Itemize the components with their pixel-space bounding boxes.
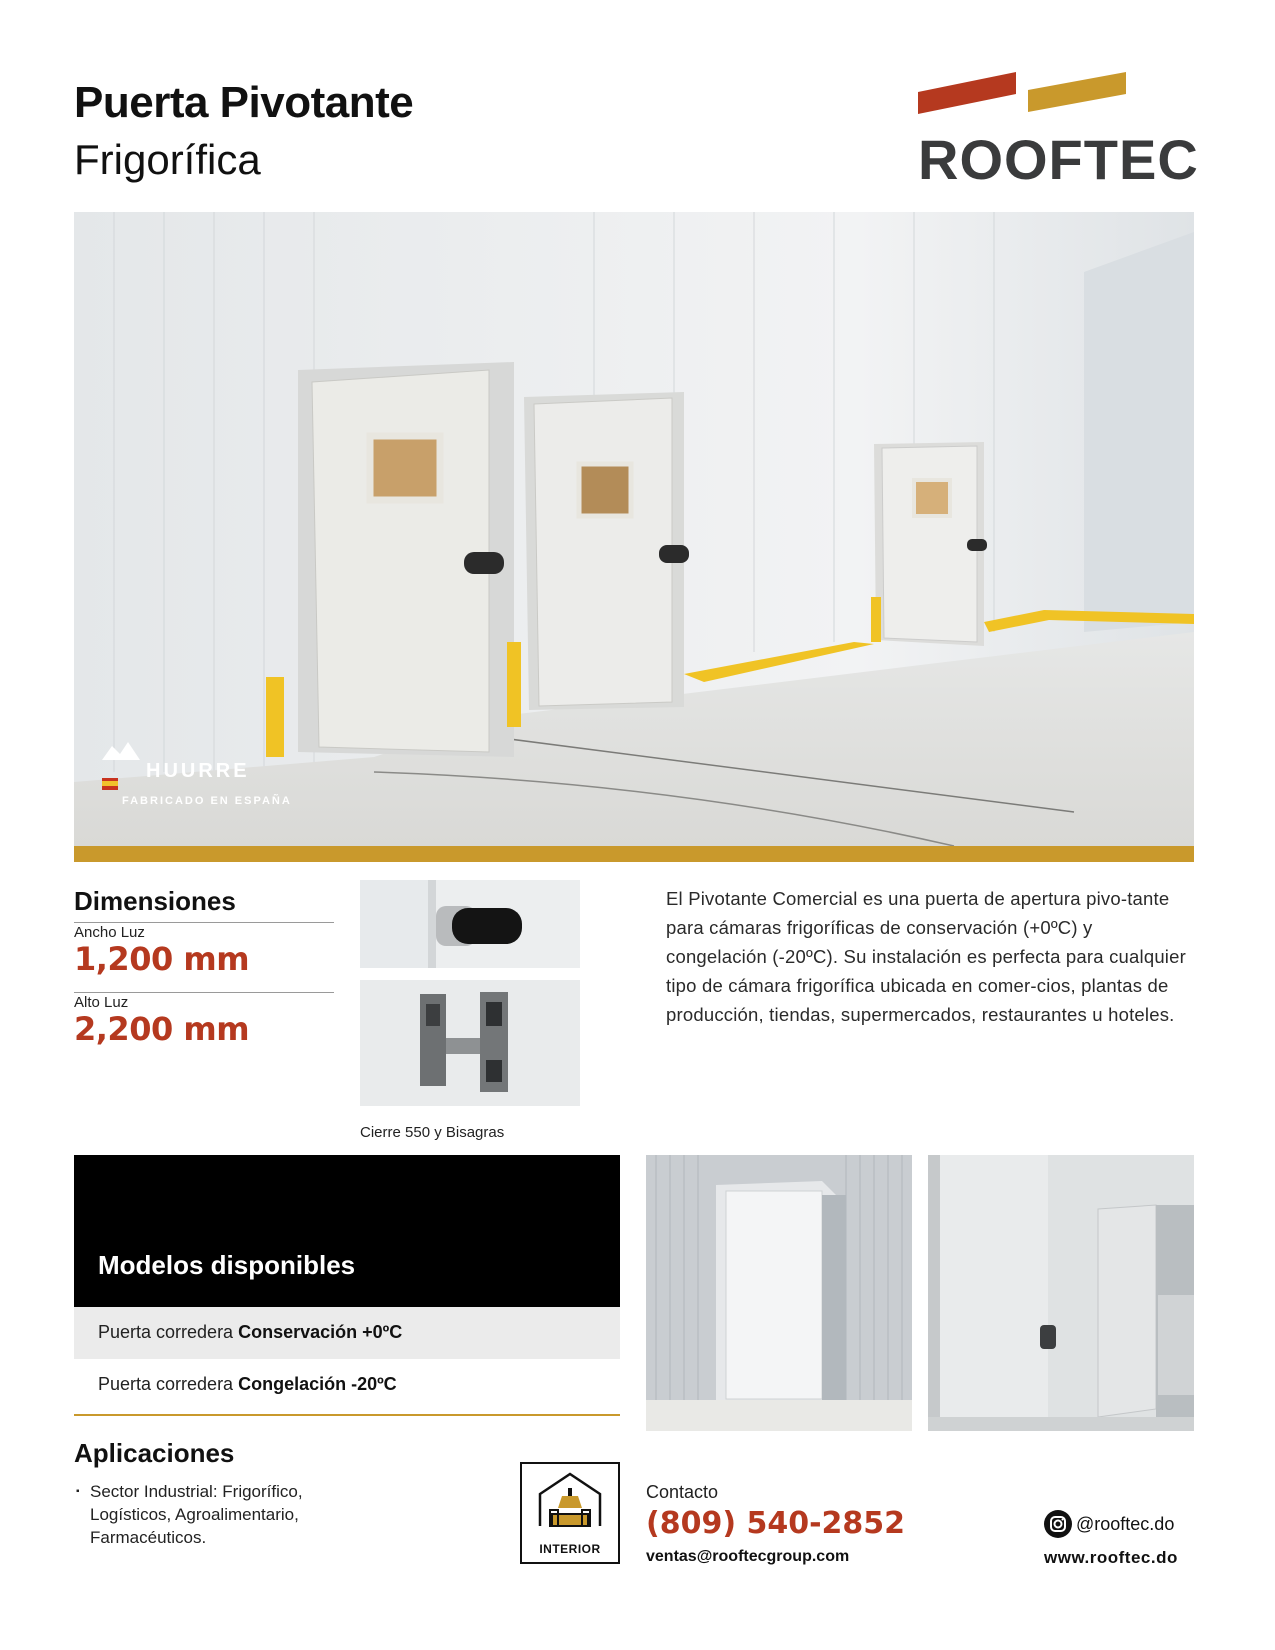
model-item bbox=[74, 1307, 620, 1359]
huurre-brand bbox=[102, 760, 292, 807]
interior-house-icon bbox=[522, 1464, 618, 1534]
contact-label: Contacto bbox=[646, 1482, 719, 1502]
applications-title: Aplicaciones bbox=[74, 1438, 235, 1468]
width-label: Ancho Luz bbox=[74, 924, 145, 941]
hero-image bbox=[74, 212, 1194, 846]
model-item bbox=[74, 1359, 620, 1411]
huurre-tagline: FABRICADO EN ESPAÑA bbox=[122, 795, 292, 807]
models-header bbox=[74, 1155, 620, 1307]
logo-mark-icon bbox=[918, 72, 1194, 132]
contact-phone[interactable]: (809) 540-2852 bbox=[646, 1506, 906, 1541]
page-subtitle: Frigorífica bbox=[74, 136, 261, 183]
hero-accent-bar bbox=[74, 846, 1194, 862]
hinges-photo bbox=[360, 980, 580, 1106]
model-prefix: Puerta corredera bbox=[98, 1374, 239, 1394]
interior-badge bbox=[520, 1462, 620, 1564]
model-prefix: Puerta corredera bbox=[98, 1322, 239, 1342]
models-title: Modelos disponibles bbox=[98, 1250, 356, 1280]
interior-label: INTERIOR bbox=[539, 1542, 601, 1556]
exterior-door-photo bbox=[646, 1155, 912, 1431]
height-label: Alto Luz bbox=[74, 994, 129, 1011]
contact-email[interactable]: ventas@rooftecgroup.com bbox=[646, 1548, 850, 1565]
models-divider bbox=[74, 1414, 620, 1416]
dimensions-title: Dimensiones bbox=[74, 886, 236, 916]
product-description: El Pivotante Comercial es una puerta de apertura pivo-tante para cámaras frigoríficas de conservación (+0ºC) y congelación (-20ºC). Su instalación es perfecta para cualquier tipo de cámara frigorífica ubicada en comer-cios, plantas de producción, tiendas, supermercados, restaurantes u hoteles. bbox=[666, 888, 1186, 1025]
applications-list bbox=[76, 1480, 376, 1549]
width-value: 1,200 mm bbox=[74, 940, 250, 978]
page-title: Puerta Pivotante bbox=[74, 78, 414, 127]
thumb-caption: Cierre 550 y Bisagras bbox=[360, 1124, 505, 1141]
model-name: Congelación -20ºC bbox=[238, 1374, 397, 1394]
instagram-text: @rooftec.do bbox=[1076, 1513, 1175, 1534]
lock-photo bbox=[360, 880, 580, 968]
huurre-name: HUURRE bbox=[146, 760, 250, 782]
divider bbox=[74, 922, 334, 923]
interior-door-photo bbox=[928, 1155, 1194, 1431]
rooftec-logo bbox=[918, 72, 1199, 192]
website-link[interactable]: www.rooftec.do bbox=[1044, 1548, 1178, 1567]
list-item: ▪ Sector Industrial: Frigorífico, Logísticos, Agroalimentario, Farmacéuticos. bbox=[76, 1480, 376, 1549]
instagram-handle[interactable] bbox=[1044, 1510, 1174, 1538]
height-value: 2,200 mm bbox=[74, 1010, 250, 1048]
logo-text: ROOFTEC bbox=[918, 128, 1199, 191]
divider bbox=[74, 992, 334, 993]
instagram-icon bbox=[1044, 1510, 1072, 1538]
model-name: Conservación +0ºC bbox=[238, 1322, 403, 1342]
